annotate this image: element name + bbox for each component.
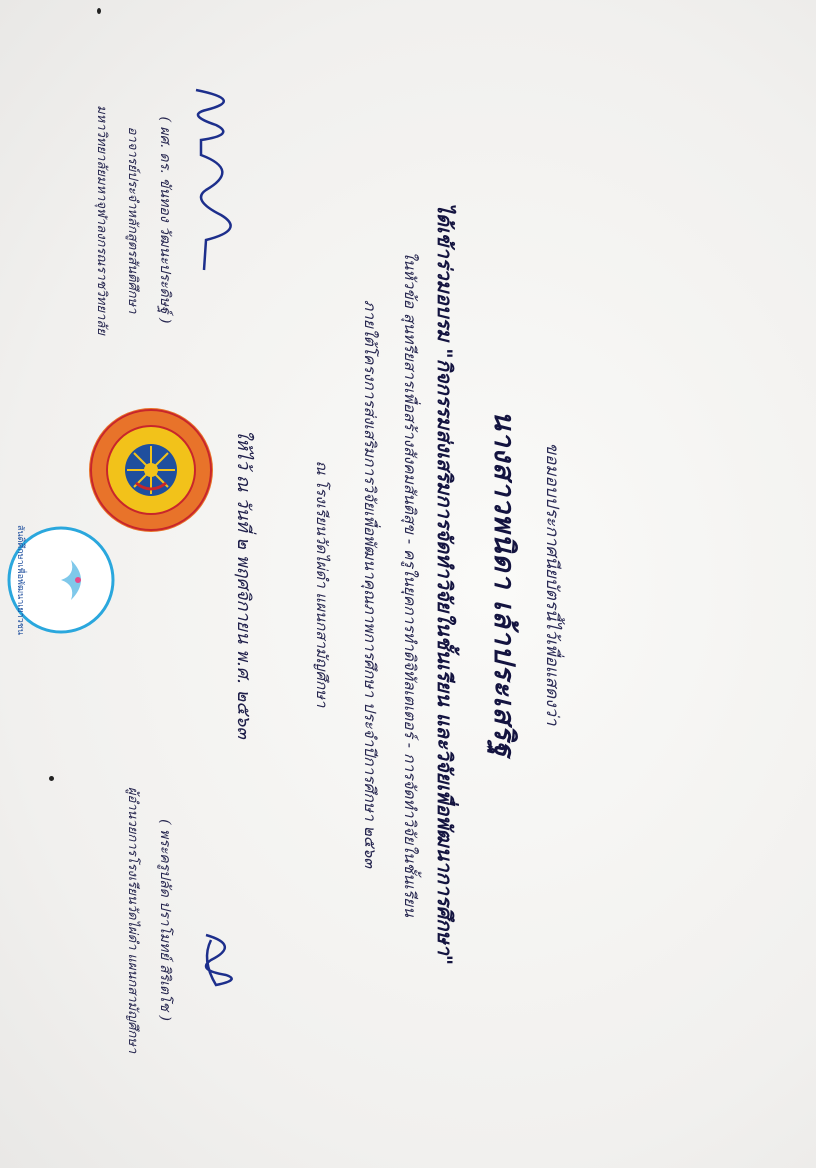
school-seal-logo xyxy=(86,405,216,535)
topic-line: ในหัวข้อ สุนทรียสารเพื่อสร้างสังคมสันติสุข - ครูในยุคการทำดิจิทัลเตเตอร์ - การจัดทำวิจัยในชั้นเรียน xyxy=(401,251,419,917)
peace-studies-logo xyxy=(6,525,116,635)
left-logo-caption: สันติศึกษาเพื่อพัฒนาเยาวชน xyxy=(15,525,25,635)
signatory-right-role: ผู้อำนวยการโรงเรียนวัดไผ่ดำ แผนกสามัญศึกษา xyxy=(125,786,140,1054)
signatory-left-role: อาจารย์ประจำหลักสูตรสันติศึกษา xyxy=(125,126,140,314)
project-line: ภายใต้โครงการส่งเสริมการวิจัยเพื่อพัฒนาคุณภาพการศึกษา ประจำปีการศึกษา ๒๕๖๓ xyxy=(361,300,379,868)
right-signature xyxy=(176,920,256,1000)
signatory-left xyxy=(92,70,176,370)
signatory-left-affiliation: มหาวิทยาลัยมหาจุฬาลงกรณราชวิทยาลัย xyxy=(94,105,109,335)
attended-line: ได้เข้าร่วมอบรม "กิจกรรมส่งเสริมการจัดทำวิจัยในชั้นเรียน และวิจัยเพื่อพัฒนาการศึกษา" xyxy=(433,202,457,966)
recipient-name: นางสาวพนิดา เล้าประเสริฐ xyxy=(488,410,521,758)
signatory-right xyxy=(123,770,176,1070)
venue-line: ณ โรงเรียนวัดไผ่ดำ แผนกสามัญศึกษา xyxy=(313,460,331,708)
signatory-left-name: ( ผศ. ดร. ขันทอง วัฒนะประดิษฐ์ ) xyxy=(157,116,173,324)
issuer-line: ขอมอบประกาศนียบัตรนี้ไว้เพื่อแสดงว่า xyxy=(542,442,562,726)
signatory-right-name: ( พระครูปลัด ปราโมทย์ สิริเตโช ) xyxy=(157,819,173,1021)
date-line: ให้ไว้ ณ วันที่ ๒ พฤศจิกายน พ.ศ. ๒๕๖๓ xyxy=(233,429,254,739)
left-signature xyxy=(176,80,256,280)
